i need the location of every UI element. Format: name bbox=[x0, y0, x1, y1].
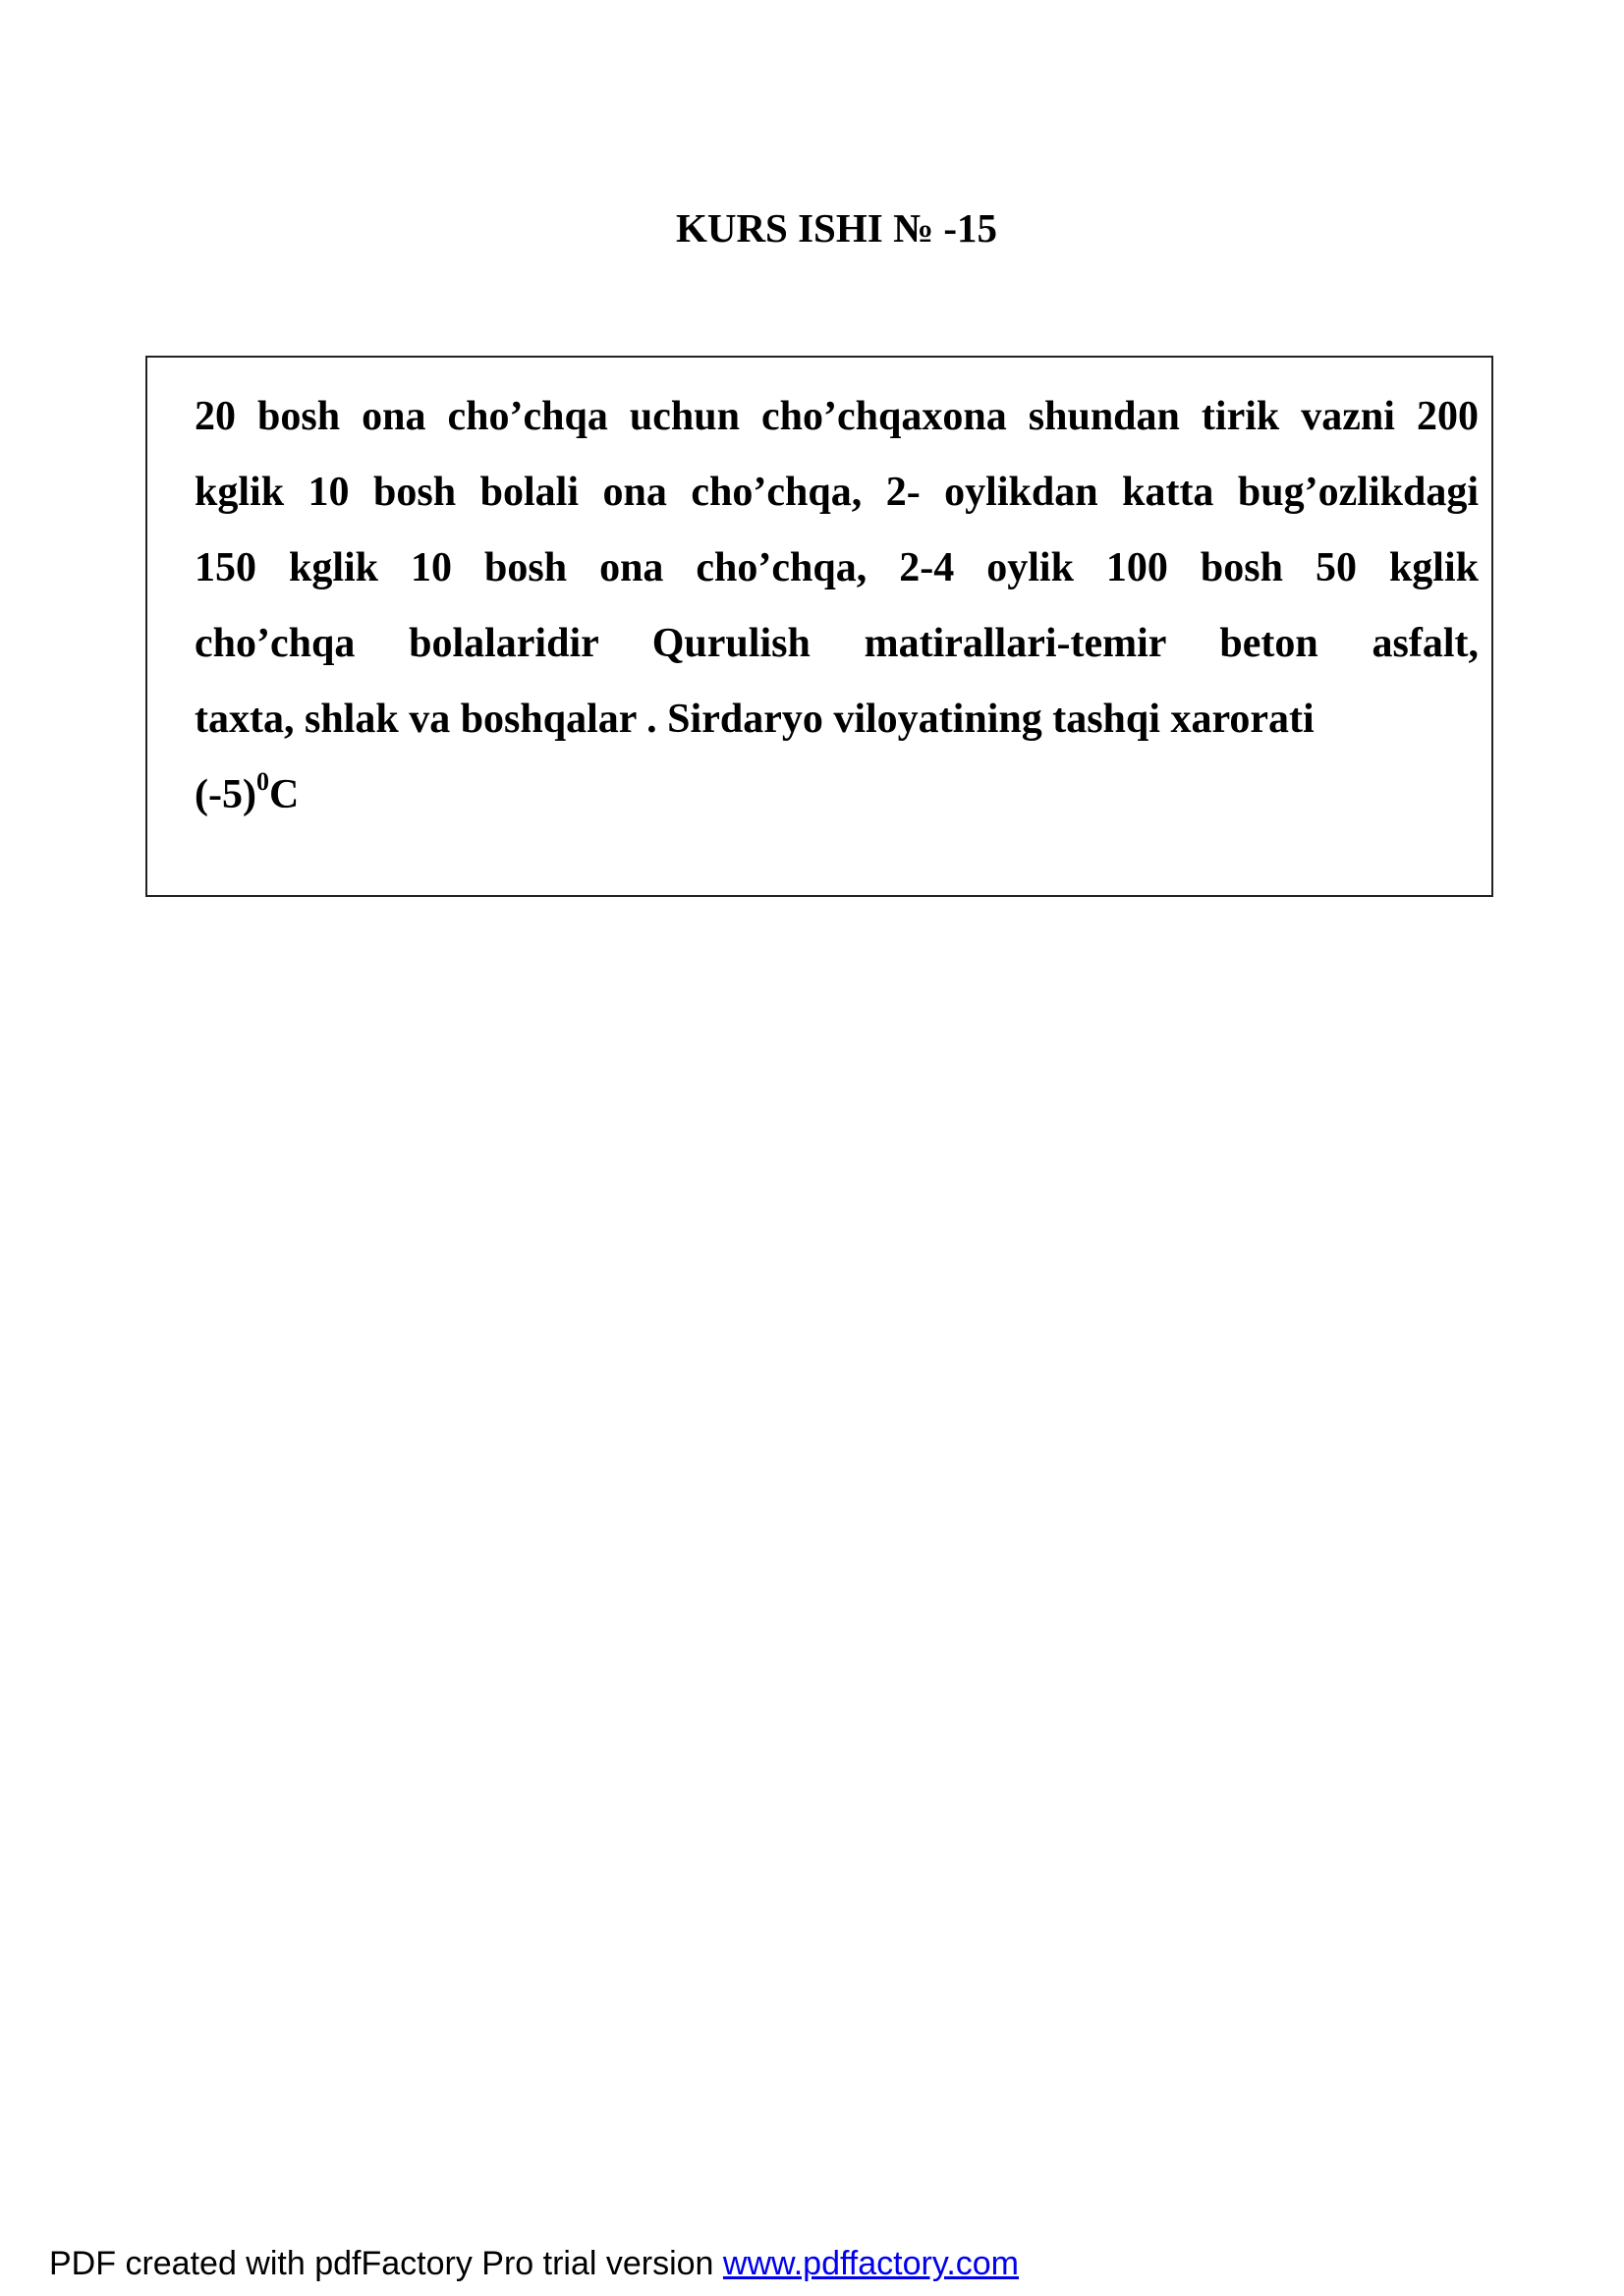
degree-superscript: 0 bbox=[255, 767, 269, 796]
temperature-value bbox=[195, 757, 1479, 833]
temperature-unit: C bbox=[268, 772, 300, 817]
task-line-1: 20 bosh ona cho’chqa uchun cho’chqaxona shundan tirik vazni 200 bbox=[195, 394, 1479, 439]
task-description bbox=[195, 379, 1479, 833]
task-line-2: kglik 10 bosh bolali ona cho’chqa, 2- oylikdan katta bug’ozlikdagi bbox=[195, 470, 1479, 515]
task-line-3: 150 kglik 10 bosh ona cho’chqa, 2-4 oylik 100 bosh 50 kglik bbox=[195, 545, 1479, 590]
pdffactory-link[interactable]: www.pdffactory.com bbox=[722, 2245, 1019, 2282]
task-line-4: cho’chqa bolalaridir Qurulish matirallari-temir beton asfalt, bbox=[195, 621, 1479, 666]
pdf-footer bbox=[49, 2243, 1019, 2284]
footer-text: PDF created with pdfFactory Pro trial version bbox=[49, 2245, 723, 2282]
task-line-5: taxta, shlak va boshqalar . Sirdaryo viloyatining tashqi xarorati bbox=[195, 697, 1315, 742]
document-title: KURS ISHI № -15 bbox=[675, 205, 998, 251]
task-box bbox=[145, 356, 1493, 897]
temperature-number: (-5) bbox=[195, 772, 256, 817]
